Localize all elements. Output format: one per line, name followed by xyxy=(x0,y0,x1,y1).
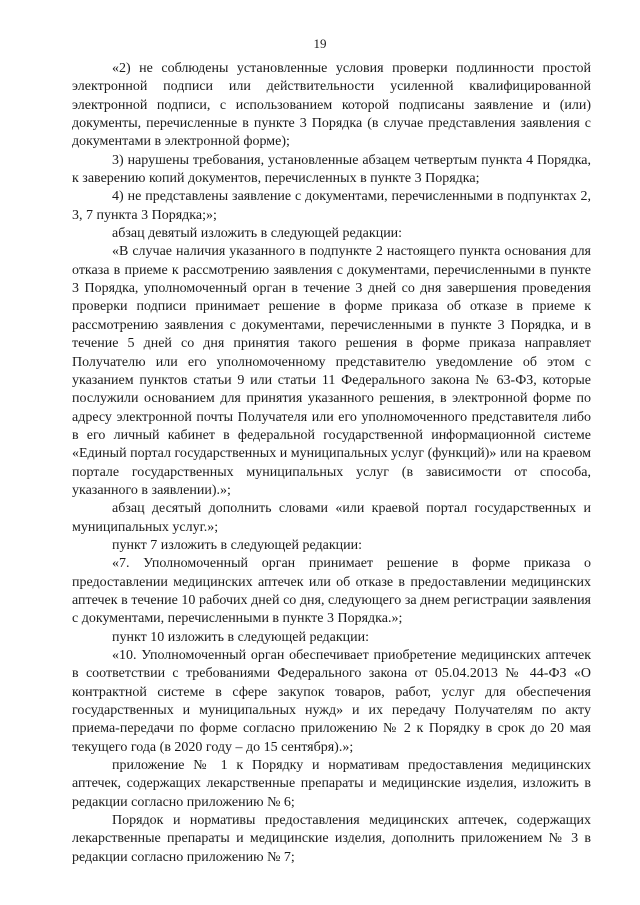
paragraph-abzac-ten: абзац десятый дополнить словами «или краевой портал государственных и муниципальных услуг.»; xyxy=(72,501,591,535)
paragraph-abzac-nine-instruction: абзац девятый изложить в следующей редакции: xyxy=(112,226,403,242)
paragraph-appendix-1: приложение № 1 к Порядку и нормативам предоставления медицинских аптечек, содержащих лекарственные препараты и медицинские изделия, изложить в редакции согласно приложению № 6; xyxy=(72,758,591,810)
paragraph-abzac-nine-text: «В случае наличия указанного в подпункте 2 настоящего пункта основания для отказа в приеме к рассмотрению заявления с документами, перечисленными в пункте 3 Порядка, уполномоченный орган в течение 3 дней со дня завершения проведения проверки подписи принимает решение в форме приказа об отказе в приеме к рассмотрению заявления с документами, перечисленными в пункте 3 Порядка, и в течение 5 дней со дня принятия такого решения в форме приказа направляет Получателю или его уполномоченному представителю уведомление об этом с указанием пунктов статьи 9 или статьи 11 Федерального закона № 63-ФЗ, которые послужили основанием для принятия указанного решения, в электронной форме по адресу электронной почты Получателя или его уполномоченного представителя либо в его личный кабинет в федеральной государственной информационной системе «Единый портал государственных и муниципальных услуг (функций)» или на краевом портале государственных муниципальных услуг (в зависимости от способа, указанного в заявлении).»; xyxy=(72,244,591,498)
document-body xyxy=(72,60,591,867)
paragraph-item-2-verification: «2) не соблюдены установленные условия проверки подлинности простой электронной подписи или действительности усиленной квалифицированной электронной подписи, с использованием которой подписаны заявление и (или) документы, перечисленные в пункте 3 Порядка (в случае представления заявления с документами в электронной форме); xyxy=(72,61,591,150)
paragraph-item-3-copies: 3) нарушены требования, установленные абзацем четвертым пункта 4 Порядка, к заверению копий документов, перечисленных в пункте 3 Порядка; xyxy=(72,152,591,187)
paragraph-item-4-documents: 4) не представлены заявление с документами, перечисленными в подпунктах 2, 3, 7 пункта 3 Порядка;»; xyxy=(72,189,591,223)
paragraph-point-10-text: «10. Уполномоченный орган обеспечивает приобретение медицинских аптечек в соответствии с требованиями Федерального закона от 05.04.2013 № 44-ФЗ «О контрактной системе в сфере закупок товаров, работ, услуг для обеспечения государственных и муниципальных нужд» и их передачу Получателям по акту приема-передачи по форме согласно приложению № 2 к Порядку в срок до 20 мая текущего года (в 2020 году – до 15 сентября).»; xyxy=(72,648,591,755)
paragraph-appendix-3: Порядок и нормативы предоставления медицинских аптечек, содержащих лекарственные препараты и медицинские изделия, дополнить приложением № 3 в редакции согласно приложению № 7; xyxy=(72,813,591,865)
paragraph-point-7-instruction: пункт 7 изложить в следующей редакции: xyxy=(112,537,362,553)
paragraph-point-10-instruction: пункт 10 изложить в следующей редакции: xyxy=(112,629,369,645)
paragraph-point-7-text: «7. Уполномоченный орган принимает решение в форме приказа о предоставлении медицинских аптечек или об отказе в предоставлении медицинских аптечек в течение 10 рабочих дней со дня, следующего за днем регистрации заявления с документами, перечисленными в пункте 3 Порядка.»; xyxy=(72,556,591,627)
page-number: 19 xyxy=(313,36,327,51)
